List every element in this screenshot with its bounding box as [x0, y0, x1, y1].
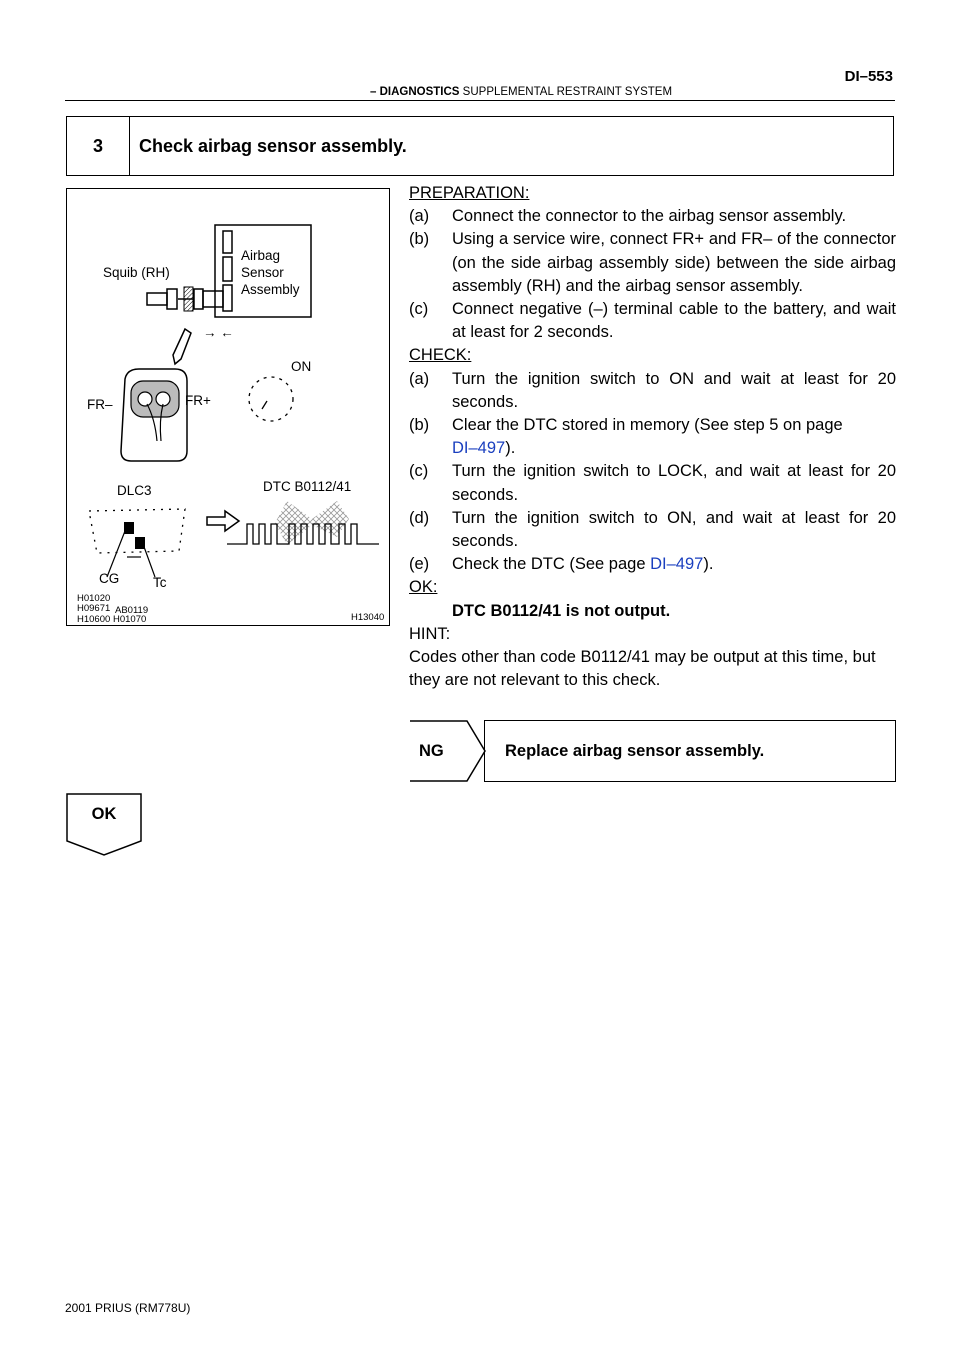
figure-ref: H01070 — [113, 614, 147, 625]
ok-label: OK — [91, 805, 117, 823]
header-rule — [65, 100, 895, 101]
ng-action: Replace airbag sensor assembly. — [484, 720, 896, 782]
check-heading: CHECK: — [409, 346, 472, 365]
hint-text: Codes other than code B0112/41 may be output at this time, but they are not relevant to this check. — [409, 648, 876, 690]
page-link[interactable]: DI–497 — [650, 555, 704, 574]
figure-id: H13040 — [351, 612, 385, 623]
prep-item: (c) Connect negative (–) terminal cable to the battery, and wait at least for 2 seconds. — [409, 300, 896, 342]
step-title: Check airbag sensor assembly. — [139, 135, 407, 156]
figure-ref: H01020 — [77, 593, 111, 604]
tc-label: Tc — [153, 575, 167, 590]
arrows-label: → ← — [203, 325, 234, 340]
squib-label: Squib (RH) — [103, 265, 170, 280]
check-item: (d) Turn the ignition switch to ON, and wait at least for 20 seconds. — [409, 508, 896, 551]
page-code: DI–553 — [844, 68, 893, 85]
step-number: 3 — [67, 117, 130, 175]
diagnostic-figure — [66, 188, 390, 626]
page-link[interactable]: DI–497 — [452, 439, 506, 458]
preparation-heading: PREPARATION: — [409, 184, 530, 202]
arrow-right-icon — [207, 511, 239, 531]
figure-ref: H09671 — [77, 603, 111, 614]
ng-result-box — [409, 720, 896, 782]
dlc3-connector — [89, 509, 185, 577]
header-subsection: SUPPLEMENTAL RESTRAINT SYSTEM — [462, 86, 673, 98]
ok-result: DTC B0112/41 is not output. — [452, 601, 671, 620]
check-item: (a) Turn the ignition switch to ON and wait at least for 20 seconds. — [409, 369, 896, 411]
squib-connector — [147, 287, 223, 311]
ok-heading: OK: — [409, 578, 438, 597]
figure-ref: H10600 — [77, 614, 111, 625]
figure-drawing — [67, 189, 388, 624]
fr-connector — [121, 369, 187, 461]
fr-plus-label: FR+ — [185, 393, 211, 408]
check-item: (c) Turn the ignition switch to LOCK, and wait at least for 20 seconds. — [409, 462, 896, 504]
ignition-switch-icon — [249, 377, 293, 421]
step-box — [66, 116, 894, 176]
check-item: (e) Check the DTC (See page DI–497). — [409, 555, 714, 574]
page-footer: 2001 PRIUS (RM778U) — [65, 1301, 191, 1315]
prep-item: (a) Connect the connector to the airbag sensor assembly. — [409, 207, 847, 226]
figure-ref: AB0119 — [115, 605, 149, 616]
procedure-text — [409, 182, 896, 692]
check-item: (b) Clear the DTC stored in memory (See step 5 on page DI–497). — [409, 416, 843, 458]
cg-label: CG — [99, 571, 120, 586]
sensor-label: Airbag Sensor Assembly — [241, 248, 300, 297]
arrow-icon — [173, 329, 191, 364]
prep-item: (b) Using a service wire, connect FR+ and FR– of the connector (on the side airbag assembly side) between the side airbag assembly (RH) and the airbag sensor assembly. — [409, 230, 896, 295]
dtc-label: DTC B0112/41 — [263, 479, 352, 494]
hint-heading: HINT: — [409, 624, 451, 643]
dlc3-label: DLC3 — [117, 483, 152, 498]
dtc-waveform — [227, 501, 379, 545]
header-section: – DIAGNOSTICS — [370, 86, 460, 98]
ng-label: NG — [419, 741, 444, 760]
page-header — [370, 86, 672, 98]
fr-minus-label: FR– — [87, 397, 113, 412]
on-label: ON — [291, 359, 312, 374]
